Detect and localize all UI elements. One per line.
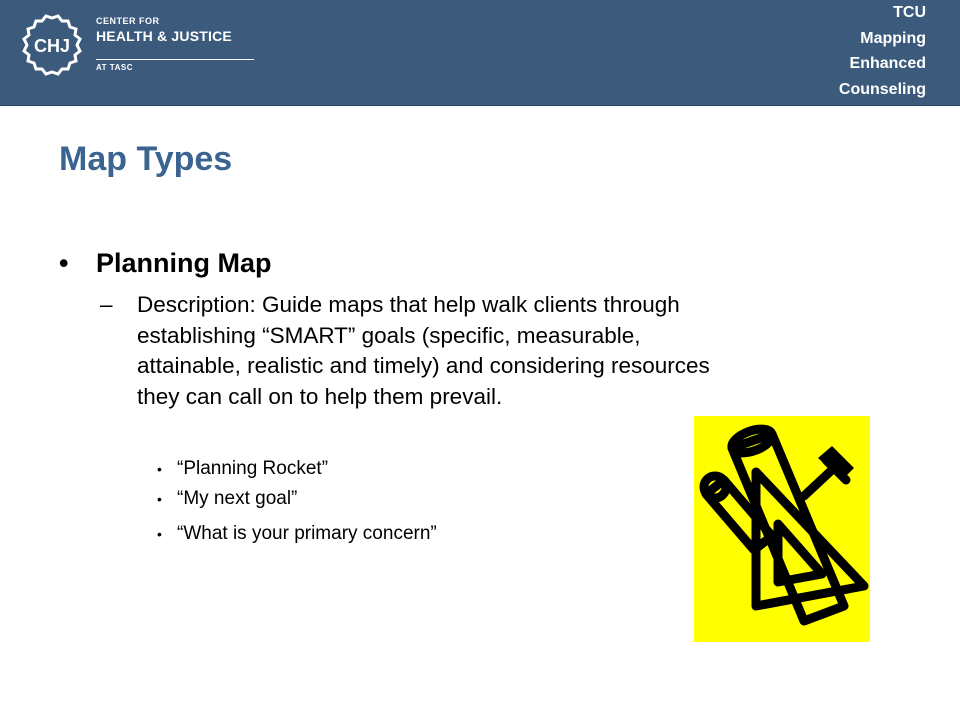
- bullet-level1-text: Planning Map: [96, 248, 272, 278]
- logo-line-at-tasc: AT TASC: [96, 63, 133, 72]
- header-title: [766, 0, 926, 102]
- dash-icon: –: [100, 292, 113, 317]
- bullet-level3-text: “Planning Rocket”: [177, 458, 329, 479]
- drafting-tools-icon: [694, 416, 870, 642]
- header-title-line: TCU: [893, 4, 926, 21]
- description-line: attainable, realistic and timely) and considering resources: [137, 353, 710, 378]
- bullet-icon: •: [157, 491, 162, 507]
- description-line: establishing “SMART” goals (specific, measurable,: [137, 322, 641, 348]
- header-title-line: Enhanced: [849, 55, 926, 72]
- bullet-level3-text: “My next goal”: [177, 488, 298, 509]
- description-line: Description: Guide maps that help walk clients through: [137, 292, 680, 317]
- bullet-icon: •: [157, 526, 162, 542]
- header-title-line: Mapping: [860, 29, 926, 47]
- svg-text:CHJ: CHJ: [33, 36, 71, 56]
- bullet-level2-text: [137, 290, 897, 412]
- logo-emblem-icon: [20, 14, 90, 76]
- bullet-level3-text: “What is your primary concern”: [177, 523, 437, 544]
- logo-divider: [96, 59, 254, 60]
- chj-logo: [20, 14, 260, 74]
- logo-line-center-for: CENTER FOR: [96, 16, 160, 26]
- bullet-icon: •: [59, 248, 69, 278]
- header-title-line: Counseling: [838, 80, 926, 98]
- slide-title: Map Types: [59, 140, 233, 178]
- logo-text: [96, 16, 232, 44]
- description-line: they can call on to help them prevail.: [137, 383, 503, 409]
- logo-line-health-justice: HEALTH & JUSTICE: [96, 28, 232, 44]
- header-bar: [0, 0, 960, 106]
- bullet-icon: •: [157, 461, 162, 477]
